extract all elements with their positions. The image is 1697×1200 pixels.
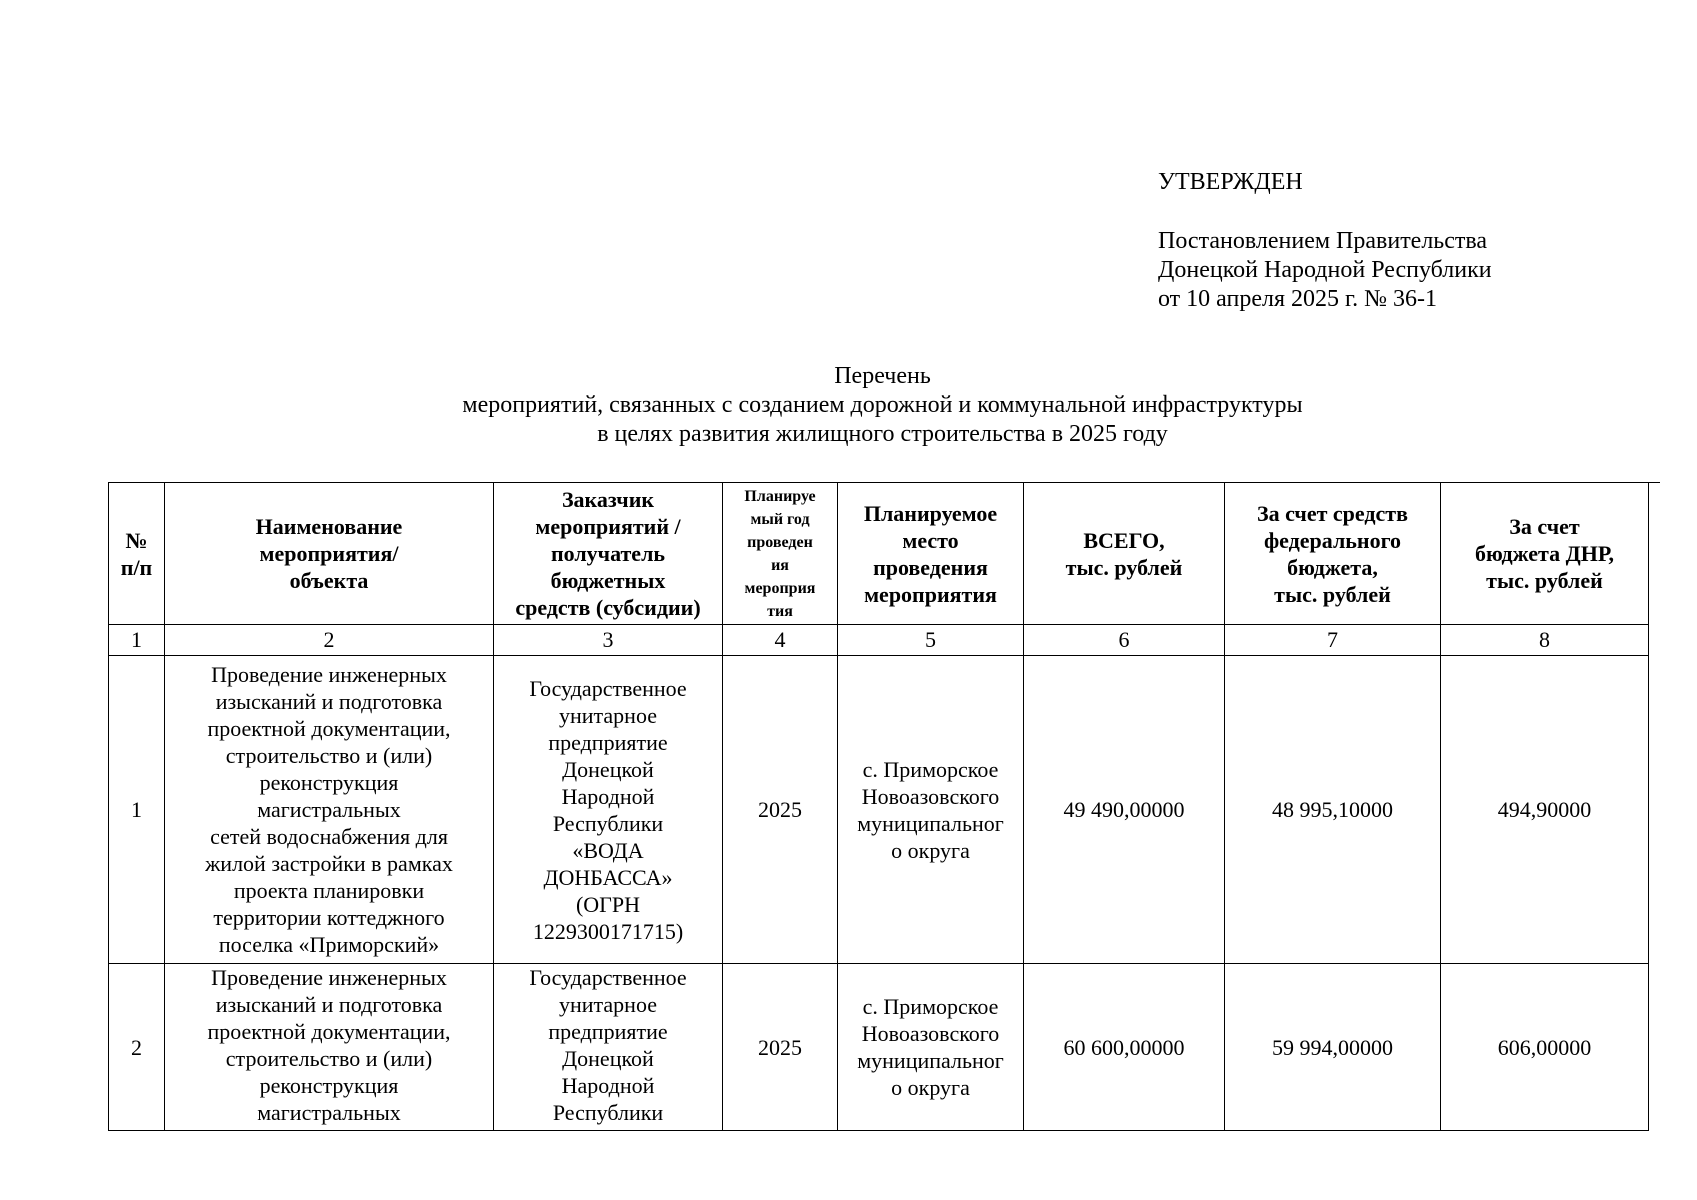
- cell-line: (ОГРН: [575, 891, 641, 917]
- cell-number: 1: [109, 656, 165, 964]
- cell-line: проектной документации,: [207, 716, 451, 741]
- cell-place: [838, 656, 1024, 964]
- header-row: [109, 483, 1649, 625]
- cell-dnr: 606,00000: [1441, 964, 1649, 1131]
- approval-stamp: УТВЕРЖДЕН: [1158, 169, 1303, 195]
- cell-line: проведения: [873, 554, 988, 580]
- cell-line: ия: [771, 556, 789, 574]
- header-dnr: [1441, 483, 1649, 625]
- cell-line: 1229300171715): [532, 918, 684, 944]
- cell-line: Заказчик: [561, 487, 655, 512]
- title-line: Перечень: [834, 363, 931, 389]
- cell-line: За счет средств: [1257, 500, 1408, 526]
- cell-line: Проведение инженерных: [211, 965, 447, 990]
- cell-line: мероприя: [744, 579, 816, 597]
- cell-name: [165, 964, 494, 1131]
- cell-line: проекта планировки: [233, 878, 425, 903]
- table-row: [109, 964, 1649, 1131]
- header-federal: [1225, 483, 1441, 625]
- cell-line: тыс. рублей: [1065, 554, 1183, 580]
- cell-line: Государственное: [529, 675, 687, 701]
- cell-line: изысканий и подготовка: [215, 689, 443, 714]
- cell-line: магистральных: [257, 797, 401, 822]
- cell-line: место: [902, 527, 959, 553]
- cell-total: 49 490,00000: [1024, 656, 1225, 964]
- approval-line: Постановлением Правительства: [1158, 228, 1488, 254]
- cell-line: Народной: [561, 783, 655, 809]
- cell-line: унитарное: [558, 992, 657, 1017]
- cell-number: 2: [109, 964, 165, 1131]
- measures-table: [108, 482, 1649, 1131]
- cell-line: тыс. рублей: [1486, 568, 1603, 593]
- cell-line: поселка «Приморский»: [218, 932, 440, 957]
- cell-line: Новоазовского: [861, 1021, 1000, 1046]
- cell-line: строительство и (или): [225, 1046, 433, 1071]
- cell-line: Государственное: [529, 965, 687, 990]
- table-row: [109, 656, 1649, 964]
- cell-line: изысканий и подготовка: [215, 992, 443, 1017]
- cell-dnr: 494,90000: [1441, 656, 1649, 964]
- cell-line: объекта: [289, 568, 369, 593]
- cell-line: Новоазовского: [861, 783, 1000, 809]
- column-number: 5: [838, 625, 1024, 656]
- cell-line: федерального: [1263, 527, 1402, 553]
- header-customer: [494, 483, 723, 625]
- cell-line: Донецкой: [562, 1046, 654, 1071]
- cell-line: мероприятия: [864, 581, 997, 607]
- cell-line: Планируе: [744, 487, 816, 505]
- cell-line: муниципальног: [857, 1048, 1004, 1073]
- cell-line: «ВОДА: [572, 837, 644, 863]
- column-number: 6: [1024, 625, 1225, 656]
- cell-line: Республики: [552, 1100, 664, 1125]
- column-number: 3: [494, 625, 723, 656]
- header-place: [838, 483, 1024, 625]
- cell-line: проведен: [747, 533, 813, 551]
- cell-line: средств (субсидии): [515, 595, 701, 620]
- cell-line: Наименование: [255, 514, 403, 539]
- cell-line: тыс. рублей: [1274, 581, 1391, 607]
- title-line: мероприятий, связанных с созданием дорожной и коммунальной инфраструктуры: [462, 392, 1303, 418]
- cell-line: Донецкой: [562, 756, 654, 782]
- cell-line: бюджетных: [550, 568, 666, 593]
- cell-line: строительство и (или): [225, 743, 433, 768]
- header-number: [109, 483, 165, 625]
- column-number-row: [109, 625, 1649, 656]
- approval-line: от 10 апреля 2025 г. № 36-1: [1158, 286, 1438, 312]
- cell-line: предприятие: [548, 1019, 668, 1044]
- cell-line: о округа: [891, 1075, 970, 1100]
- cell-line: получатель: [550, 541, 666, 566]
- approval-block: [1158, 168, 1492, 314]
- cell-line: территории коттеджного: [213, 905, 445, 930]
- cell-federal: 59 994,00000: [1225, 964, 1441, 1131]
- cell-line: мый год: [750, 510, 810, 528]
- column-number: 4: [723, 625, 838, 656]
- cell-line: жилой застройки в рамках: [205, 851, 453, 876]
- cell-line: №: [125, 527, 148, 553]
- cell-line: п/п: [120, 554, 153, 580]
- cell-total: 60 600,00000: [1024, 964, 1225, 1131]
- cell-line: реконструкция: [259, 770, 399, 795]
- cell-line: предприятие: [548, 729, 668, 755]
- cell-line: с. Приморское: [862, 756, 999, 782]
- cell-line: реконструкция: [259, 1073, 399, 1098]
- cell-line: с. Приморское: [862, 994, 999, 1019]
- cell-line: бюджета,: [1287, 554, 1378, 580]
- column-number: 2: [165, 625, 494, 656]
- cell-customer: [494, 656, 723, 964]
- cell-year: 2025: [723, 656, 838, 964]
- cell-line: ДОНБАССА»: [543, 864, 673, 890]
- cell-line: Республики: [552, 810, 664, 836]
- approval-line: Донецкой Народной Республики: [1158, 257, 1492, 283]
- cell-line: Планируемое: [863, 500, 998, 526]
- cell-line: мероприятия/: [259, 541, 399, 566]
- cell-line: ВСЕГО,: [1083, 527, 1165, 553]
- cell-line: проектной документации,: [207, 1019, 451, 1044]
- cell-line: мероприятий /: [535, 514, 681, 539]
- cell-line: Проведение инженерных: [211, 662, 447, 687]
- column-number: 7: [1225, 625, 1441, 656]
- header-total: [1024, 483, 1225, 625]
- cell-federal: 48 995,10000: [1225, 656, 1441, 964]
- title-line: в целях развития жилищного строительства в 2025 году: [597, 421, 1168, 447]
- cell-line: магистральных: [257, 1100, 401, 1125]
- column-number: 8: [1441, 625, 1649, 656]
- cell-place: [838, 964, 1024, 1131]
- cell-line: Народной: [561, 1073, 655, 1098]
- cell-line: унитарное: [558, 702, 657, 728]
- header-year: [723, 483, 838, 625]
- cell-year: 2025: [723, 964, 838, 1131]
- cell-line: За счет: [1509, 514, 1580, 539]
- cell-line: бюджета ДНР,: [1474, 541, 1615, 566]
- header-name: [165, 483, 494, 625]
- cell-line: о округа: [891, 837, 970, 863]
- document-title: [0, 362, 1697, 449]
- cell-name: [165, 656, 494, 964]
- cell-line: тия: [767, 602, 793, 620]
- cell-line: сетей водоснабжения для: [210, 824, 448, 849]
- column-number: 1: [109, 625, 165, 656]
- cell-customer: [494, 964, 723, 1131]
- table-border-overhang: [1648, 482, 1660, 483]
- cell-line: муниципальног: [857, 810, 1004, 836]
